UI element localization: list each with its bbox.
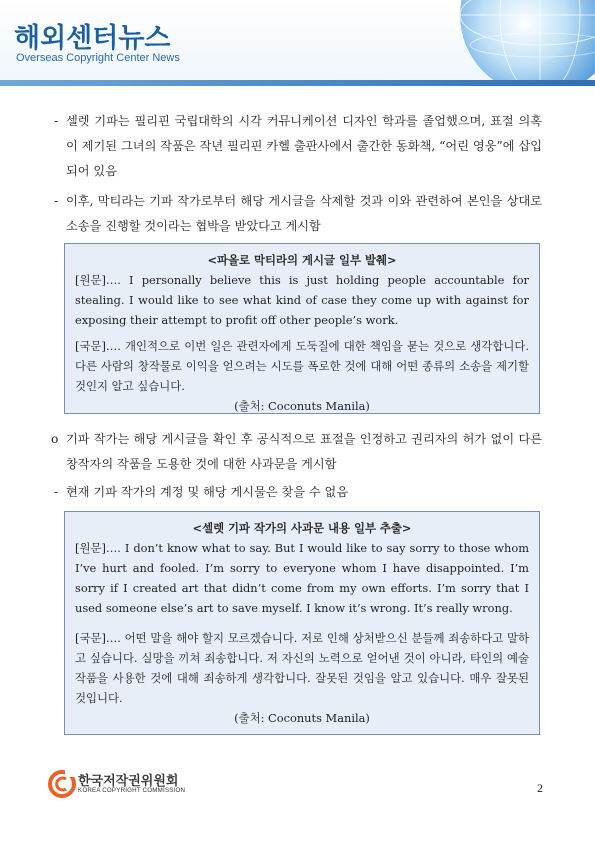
list-item-text: 셀렛 기파는 필리핀 국립대학의 시각 커뮤니케이션 디자인 학과를 졸업했으며, 표절 의혹이 제기된 그녀의 작품은 작년 필리핀 카헬 출판사에서 출간한 동화책, “어린 영웅”에 삽입되어 있음 — [66, 114, 542, 178]
quote-box — [64, 243, 540, 414]
page-title: 해외센터뉴스 — [14, 23, 171, 54]
list-item — [51, 427, 542, 477]
quote-original: [원문]…. I don’t know what to say. But I would like to say sorry to those whom I’ve hurt and fooled. I’m sorry to everyone whom I have disappointed. I’m sorry if I created art that didn’t come from my own efforts. I’m sorry that I used someone else’s art to save myself. I know it’s wrong. It’s really wrong. — [75, 541, 529, 615]
list-item-text: 기파 작가는 해당 게시글을 확인 후 공식적으로 표절을 인정하고 권리자의 허가 없이 다른 창작자의 작품을 도용한 것에 대한 사과문을 게시함 — [66, 432, 542, 471]
list-item — [54, 189, 542, 239]
header-divider — [0, 80, 595, 86]
copyright-logo-icon — [48, 770, 76, 798]
quote-original: [원문]…. I personally believe this is just holding people accountable for stealing. I would like to see what kind of case they come up with against for exposing their attempt to profit off other people’s work. — [75, 273, 529, 327]
quote-box — [64, 511, 540, 735]
list-item-text: 이후, 막티라는 기파 작가로부터 해당 게시글을 삭제할 것과 이와 관련하여 본인을 상대로 소송을 진행할 것이라는 협박을 받았다고 게시함 — [66, 194, 542, 233]
org-name-english: KOREA COPYRIGHT COMMISSION — [78, 787, 186, 794]
list-item — [54, 480, 542, 505]
globe-icon — [430, 0, 595, 86]
dash-marker: - — [54, 485, 59, 499]
page-header — [0, 0, 595, 86]
quote-box-title: <셀렛 기파 작가의 사과문 내용 일부 추출> — [192, 521, 412, 535]
list-item-text: 현재 기파 작가의 계정 및 해당 게시물은 찾을 수 없음 — [66, 485, 349, 499]
quote-source: (출처: Coconuts Manila) — [234, 399, 370, 413]
list-item — [54, 109, 542, 184]
quote-translation: [국문]…. 어떤 말을 해야 할지 모르겠습니다. 저로 인해 상처받으신 분들께 죄송하다고 말하고 싶습니다. 실망을 끼쳐 죄송합니다. 저 자신의 노력으로 얻어낸 것이 아니라, 타인의 예술작품을 사용한 것에 대해 죄송하게 생각합니다. 잘못된 것임을 알고 있습니다. 매우 잘못된 것입니다. — [75, 631, 529, 705]
quote-box-title: <파올로 막티라의 게시글 일부 발췌> — [207, 253, 397, 267]
dash-marker: - — [54, 114, 59, 128]
dash-marker: - — [54, 194, 59, 208]
page-subtitle: Overseas Copyright Center News — [16, 52, 180, 64]
org-name-korean: 한국저작권위원회 — [78, 774, 179, 789]
org-logo — [48, 770, 228, 798]
quote-translation: [국문]…. 개인적으로 이번 일은 관련자에게 도둑질에 대한 책임을 묻는 것으로 생각합니다. 다른 사람의 창작물로 이익을 얻으려는 시도를 폭로한 것에 대해 어떤 종류의 소송을 제기할 것인지 알고 싶습니다. — [75, 339, 529, 393]
quote-source: (출처: Coconuts Manila) — [234, 711, 370, 725]
circle-bullet-marker: o — [51, 432, 59, 446]
page-number: 2 — [537, 781, 543, 795]
